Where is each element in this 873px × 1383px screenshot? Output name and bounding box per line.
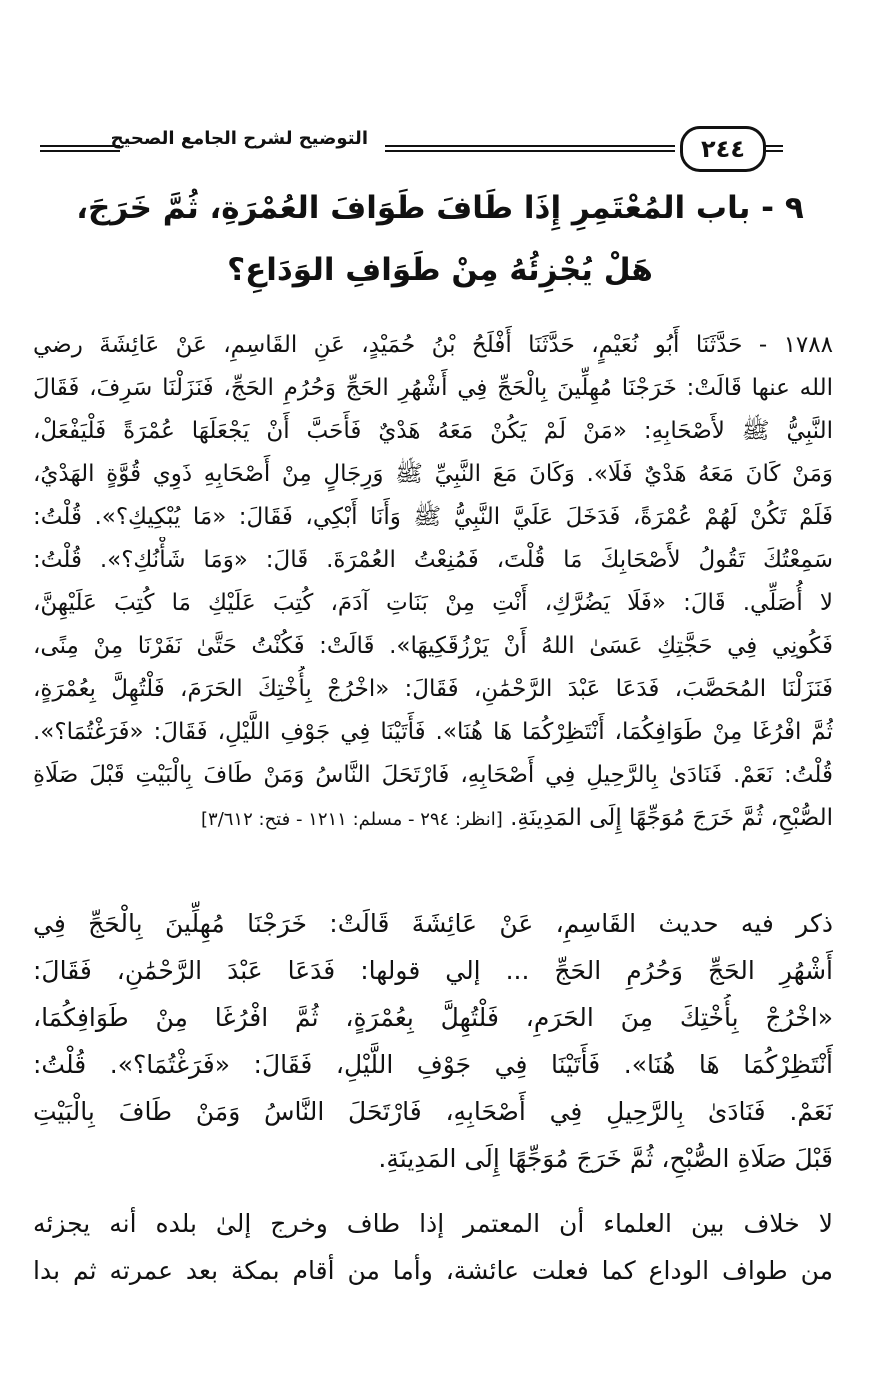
page-number: ٢٤٤ [680, 126, 766, 172]
hadith-last-line [33, 795, 833, 841]
hadith-line: الله عنها قَالَتْ: خَرَجْنَا مُهِلِّينَ بِالْحَجِّ فِي أَشْهُرِ الحَجِّ وَحُرُمِ الحَجِّ، فَنَزَلْنَا سَرِفَ، فَقَالَ [33, 375, 833, 401]
commentary-line: لا خلاف بين العلماء أن المعتمر إذا طاف وخرج إلىٰ بلده أنه يجزئه [33, 1209, 833, 1238]
commentary-line: أَنْتَظِرْكُمَا هَا هُنَا». فَأَتَيْنَا فِي جَوْفِ اللَّيْلِ، فَقَالَ: «فَرَغْتُمَا؟». قُلْتُ: [33, 1050, 833, 1079]
hadith-citation: [انظر: ٢٩٤ - مسلم: ١٢١١ - فتح: ٣/٦١٢] [201, 809, 503, 830]
commentary-line: قَبْلَ صَلَاةِ الصُّبْحِ، ثُمَّ خَرَجَ مُوَجِّهًا إِلَى المَدِينَةِ. [378, 1144, 833, 1173]
running-title: التوضيح لشرح الجامع الصحيح [110, 128, 368, 149]
hadith-line: قُلْتُ: نَعَمْ. فَنَادَىٰ بِالرَّحِيلِ فِي أَصْحَابِهِ، فَارْتَحَلَ النَّاسُ وَمَنْ طَافَ بِالْبَيْتِ قَبْلَ صَلَاةِ [33, 762, 833, 788]
chapter-heading-line2: هَلْ يُجْزِئُهُ مِنْ طَوَافِ الوَدَاعِ؟ [227, 252, 653, 288]
hadith-line: فَنَزَلْنَا المُحَصَّبَ، فَدَعَا عَبْدَ الرَّحْمَٰنِ، فَقَالَ: «اخْرُجْ بِأُخْتِكَ الحَرَمَ، فَلْتُهِلَّ بِعُمْرَةٍ، [33, 676, 833, 702]
hadith-line: لا أُصَلِّي. قَالَ: «فَلَا يَضُرَّكِ، أَنْتِ مِنْ بَنَاتِ آدَمَ، كُتِبَ عَلَيْكِ مَا كُتِبَ عَلَيْهِنَّ، [33, 590, 833, 616]
header-rule-middle [385, 145, 675, 152]
hadith-line: ثُمَّ افْرُغَا مِنْ طَوَافِكُمَا، أَنْتَظِرْكُمَا هَا هُنَا». فَأَتَيْنَا فِي جَوْفِ اللَّيْلِ، فَقَالَ: «فَرَغْتُمَا؟». [33, 719, 833, 745]
hadith-line: النَّبِيُّ ﷺ لأَصْحَابِهِ: «مَنْ لَمْ يَكُنْ مَعَهُ هَدْيٌ فَأَحَبَّ أَنْ يَجْعَلَهَا عُمْرَةً فَلْيَفْعَلْ، [33, 418, 833, 444]
hadith-line: فَكُونِي فِي حَجَّتِكِ عَسَىٰ اللهُ أَنْ يَرْزُقَكِيهَا». قَالَتْ: فَكُنْتُ حَتَّىٰ نَفَرْنَا مِنْ مِنًى، [33, 633, 833, 659]
hadith-line: سَمِعْتُكَ تَقُولُ لأَصْحَابِكَ مَا قُلْتَ، فَمُنِعْتُ العُمْرَةَ. قَالَ: «وَمَا شَأْنُكِ؟». قُلْتُ: [33, 547, 833, 573]
commentary-line: «اخْرُجْ بِأُخْتِكَ مِنَ الحَرَمِ، فَلْتُهِلَّ بِعُمْرَةٍ، ثُمَّ افْرُغَا مِنْ طَوَافِكُمَا، [33, 1003, 833, 1032]
commentary-line: نَعَمْ. فَنَادَىٰ بِالرَّحِيلِ فِي أَصْحَابِهِ، فَارْتَحَلَ النَّاسُ وَمَنْ طَافَ بِالْبَيْتِ [33, 1097, 833, 1126]
hadith-line-end: الصُّبْحِ، ثُمَّ خَرَجَ مُوَجِّهًا إِلَى المَدِينَةِ. [510, 805, 833, 831]
commentary-line: أَشْهُرِ الحَجِّ وَحُرُمِ الحَجِّ ... إلي قولها: فَدَعَا عَبْدَ الرَّحْمَٰنِ، فَقَالَ: [33, 956, 833, 985]
header-rule-left [40, 145, 120, 152]
chapter-heading-line1: ٩ - باب المُعْتَمِرِ إِذَا طَافَ طَوَافَ العُمْرَةِ، ثُمَّ خَرَجَ، [76, 190, 804, 226]
commentary-line: ذكر فيه حديث القَاسِمِ، عَنْ عَائِشَةَ قَالَتْ: خَرَجْنَا مُهِلِّينَ بِالْحَجِّ فِي [33, 909, 833, 938]
commentary-line: من طواف الوداع كما فعلت عائشة، وأما من أقام بمكة بعد عمرته ثم بدا [33, 1256, 833, 1285]
hadith-line: فَلَمْ تَكُنْ لَهُمْ عُمْرَةً، فَدَخَلَ عَلَيَّ النَّبِيُّ ﷺ وَأَنَا أَبْكِي، فَقَالَ: «مَا يُبْكِيكِ؟». قُلْتُ: [33, 504, 833, 530]
hadith-line: وَمَنْ كَانَ مَعَهُ هَدْيٌ فَلَا». وَكَانَ مَعَ النَّبِيِّ ﷺ وَرِجَالٍ مِنْ أَصْحَابِهِ ذَوِي قُوَّةٍ الهَدْيُ، [33, 461, 833, 487]
hadith-line: ١٧٨٨ - حَدَّثَنَا أَبُو نُعَيْمٍ، حَدَّثَنَا أَفْلَحُ بْنُ حُمَيْدٍ، عَنِ القَاسِمِ، عَنْ عَائِشَةَ رضي [33, 332, 833, 358]
